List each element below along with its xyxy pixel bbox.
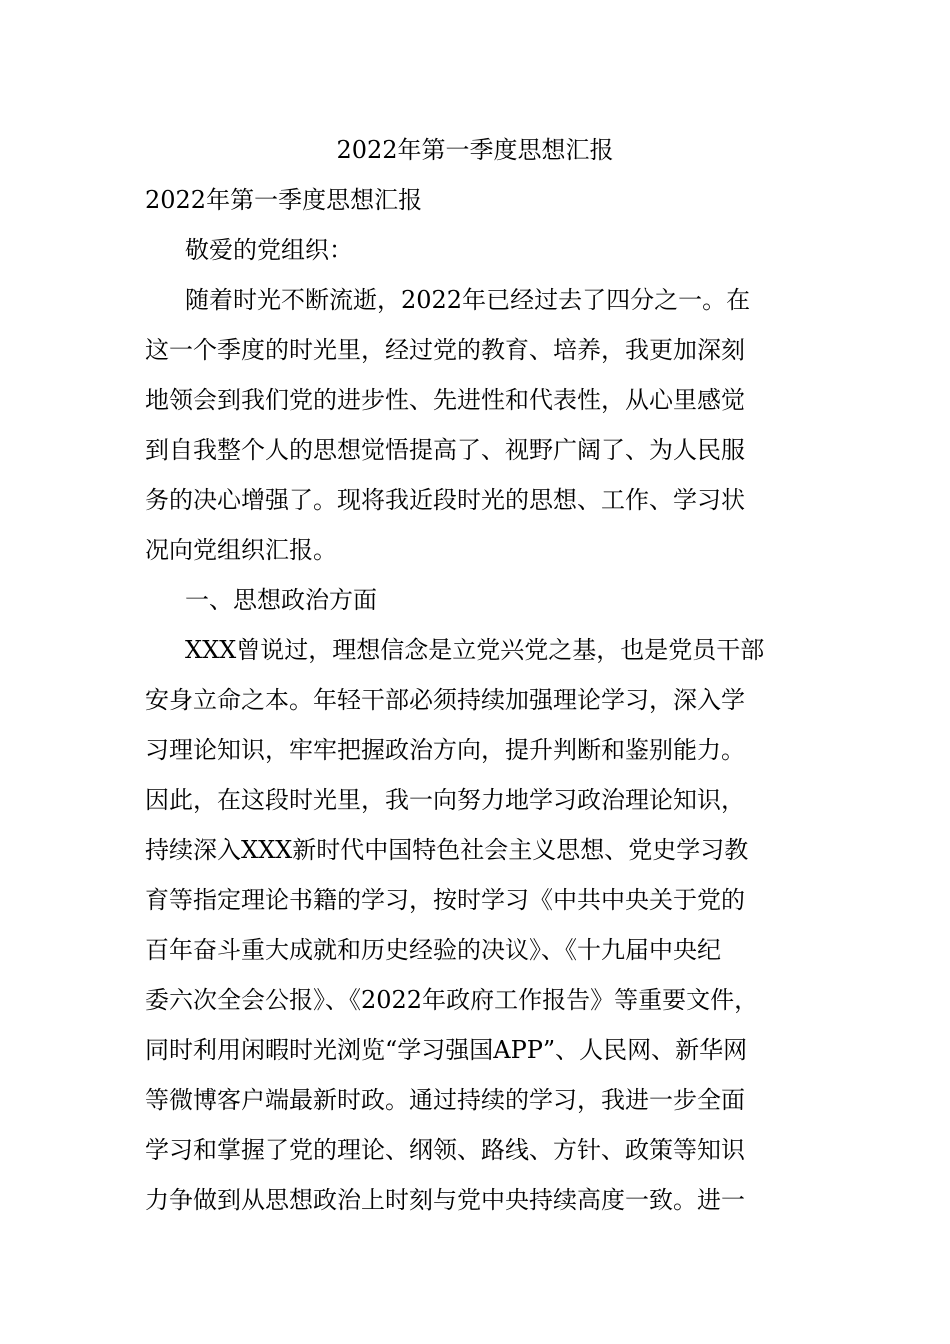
paragraph-2-line-1: XXX曾说过，理想信念是立党兴党之基，也是党员干部 <box>185 636 765 664</box>
paragraph-1-line-3: 地领会到我们党的进步性、先进性和代表性，从心里感觉 <box>145 386 745 414</box>
section-heading-1: 一、思想政治方面 <box>185 586 377 614</box>
paragraph-2-line-6: 育等指定理论书籍的学习，按时学习《中共中央关于党的 <box>145 886 745 914</box>
paragraph-1-line-2: 这一个季度的时光里，经过党的教育、培养，我更加深刻 <box>145 336 745 364</box>
paragraph-2-line-9: 同时利用闲暇时光浏览“学习强国APP”、人民网、新华网 <box>145 1036 748 1064</box>
paragraph-2-line-5: 持续深入XXX新时代中国特色社会主义思想、党史学习教 <box>145 836 749 864</box>
paragraph-2-line-12: 力争做到从思想政治上时刻与党中央持续高度一致。进一 <box>145 1186 745 1214</box>
paragraph-2-line-2: 安身立命之本。年轻干部必须持续加强理论学习，深入学 <box>145 686 745 714</box>
salutation: 敬爱的党组织： <box>185 236 353 264</box>
paragraph-1-line-1: 随着时光不断流逝，2022年已经过去了四分之一。在 <box>185 286 751 314</box>
paragraph-2-line-8: 委六次全会公报》、《2022年政府工作报告》等重要文件， <box>145 986 759 1014</box>
paragraph-2-line-7: 百年奋斗重大成就和历史经验的决议》、《十九届中央纪 <box>145 936 721 964</box>
paragraph-2-line-3: 习理论知识，牢牢把握政治方向，提升判断和鉴别能力。 <box>145 736 745 764</box>
paragraph-1-line-5: 务的决心增强了。现将我近段时光的思想、工作、学习状 <box>145 486 745 514</box>
document-title: 2022年第一季度思想汇报 <box>336 136 614 164</box>
paragraph-1-line-6: 况向党组织汇报。 <box>145 536 337 564</box>
document-subtitle: 2022年第一季度思想汇报 <box>145 186 423 214</box>
paragraph-2-line-11: 学习和掌握了党的理论、纲领、路线、方针、政策等知识 <box>145 1136 745 1164</box>
paragraph-2-line-4: 因此，在这段时光里，我一向努力地学习政治理论知识， <box>145 786 745 814</box>
paragraph-1-line-4: 到自我整个人的思想觉悟提高了、视野广阔了、为人民服 <box>145 436 745 464</box>
paragraph-2-line-10: 等微博客户端最新时政。通过持续的学习，我进一步全面 <box>145 1086 745 1114</box>
